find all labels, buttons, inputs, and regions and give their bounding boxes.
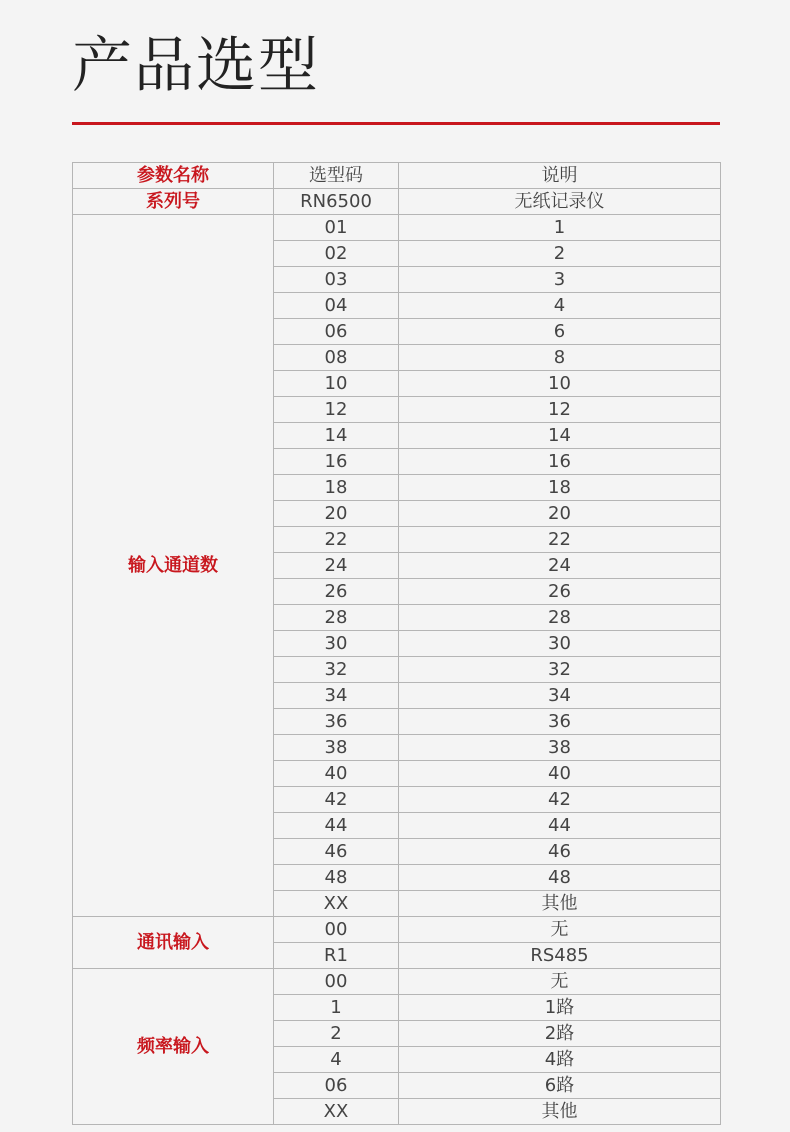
param-group-name: 频率输入 [73, 969, 274, 1125]
option-code: 10 [274, 371, 399, 397]
option-code: 28 [274, 605, 399, 631]
param-group-name: 通讯输入 [73, 917, 274, 969]
option-desc: 40 [399, 761, 721, 787]
option-desc: 8 [399, 345, 721, 371]
option-desc: 14 [399, 423, 721, 449]
option-desc: 其他 [399, 1099, 721, 1125]
option-code: 02 [274, 241, 399, 267]
option-code: 00 [274, 917, 399, 943]
option-code: 08 [274, 345, 399, 371]
option-desc: 3 [399, 267, 721, 293]
option-desc: 1路 [399, 995, 721, 1021]
option-desc: 48 [399, 865, 721, 891]
option-code: 48 [274, 865, 399, 891]
option-code: 14 [274, 423, 399, 449]
series-desc: 无纸记录仪 [399, 189, 721, 215]
option-code: 46 [274, 839, 399, 865]
selection-table-body [73, 163, 721, 1125]
option-desc: 6路 [399, 1073, 721, 1099]
option-desc: 4路 [399, 1047, 721, 1073]
header-desc: 说明 [399, 163, 721, 189]
option-code: 06 [274, 319, 399, 345]
option-desc: 无 [399, 969, 721, 995]
option-desc: 10 [399, 371, 721, 397]
option-code: 34 [274, 683, 399, 709]
table-header-row [73, 163, 721, 189]
option-desc: 28 [399, 605, 721, 631]
option-code: 26 [274, 579, 399, 605]
title-divider [72, 122, 720, 125]
option-desc: 2 [399, 241, 721, 267]
option-code: 16 [274, 449, 399, 475]
option-code: 42 [274, 787, 399, 813]
option-desc: 42 [399, 787, 721, 813]
option-code: XX [274, 891, 399, 917]
option-desc: 46 [399, 839, 721, 865]
header-param-name: 参数名称 [73, 163, 274, 189]
series-row [73, 189, 721, 215]
option-desc: 6 [399, 319, 721, 345]
option-code: 4 [274, 1047, 399, 1073]
option-code: 44 [274, 813, 399, 839]
option-desc: 32 [399, 657, 721, 683]
option-desc: 36 [399, 709, 721, 735]
table-row [73, 917, 721, 943]
option-code: 38 [274, 735, 399, 761]
option-code: 12 [274, 397, 399, 423]
option-code: 32 [274, 657, 399, 683]
option-code: R1 [274, 943, 399, 969]
option-code: 40 [274, 761, 399, 787]
option-code: 36 [274, 709, 399, 735]
option-code: XX [274, 1099, 399, 1125]
option-desc: 2路 [399, 1021, 721, 1047]
option-desc: 24 [399, 553, 721, 579]
option-desc: 20 [399, 501, 721, 527]
option-desc: 44 [399, 813, 721, 839]
option-code: 18 [274, 475, 399, 501]
option-desc: 12 [399, 397, 721, 423]
option-desc: 38 [399, 735, 721, 761]
option-desc: 22 [399, 527, 721, 553]
option-code: 00 [274, 969, 399, 995]
option-code: 20 [274, 501, 399, 527]
option-code: 22 [274, 527, 399, 553]
option-desc: 18 [399, 475, 721, 501]
option-desc: 34 [399, 683, 721, 709]
option-code: 1 [274, 995, 399, 1021]
selection-table [72, 162, 721, 1125]
option-code: 2 [274, 1021, 399, 1047]
option-desc: 无 [399, 917, 721, 943]
option-desc: 1 [399, 215, 721, 241]
page-title: 产品选型 [72, 31, 320, 101]
series-code: RN6500 [274, 189, 399, 215]
option-code: 24 [274, 553, 399, 579]
option-desc: 30 [399, 631, 721, 657]
option-code: 03 [274, 267, 399, 293]
param-group-name: 输入通道数 [73, 215, 274, 917]
table-row [73, 215, 721, 241]
option-code: 06 [274, 1073, 399, 1099]
option-desc: 26 [399, 579, 721, 605]
option-desc: 其他 [399, 891, 721, 917]
option-code: 30 [274, 631, 399, 657]
table-row [73, 969, 721, 995]
header-code: 选型码 [274, 163, 399, 189]
series-param-name: 系列号 [73, 189, 274, 215]
option-desc: 4 [399, 293, 721, 319]
option-code: 01 [274, 215, 399, 241]
option-code: 04 [274, 293, 399, 319]
option-desc: 16 [399, 449, 721, 475]
option-desc: RS485 [399, 943, 721, 969]
